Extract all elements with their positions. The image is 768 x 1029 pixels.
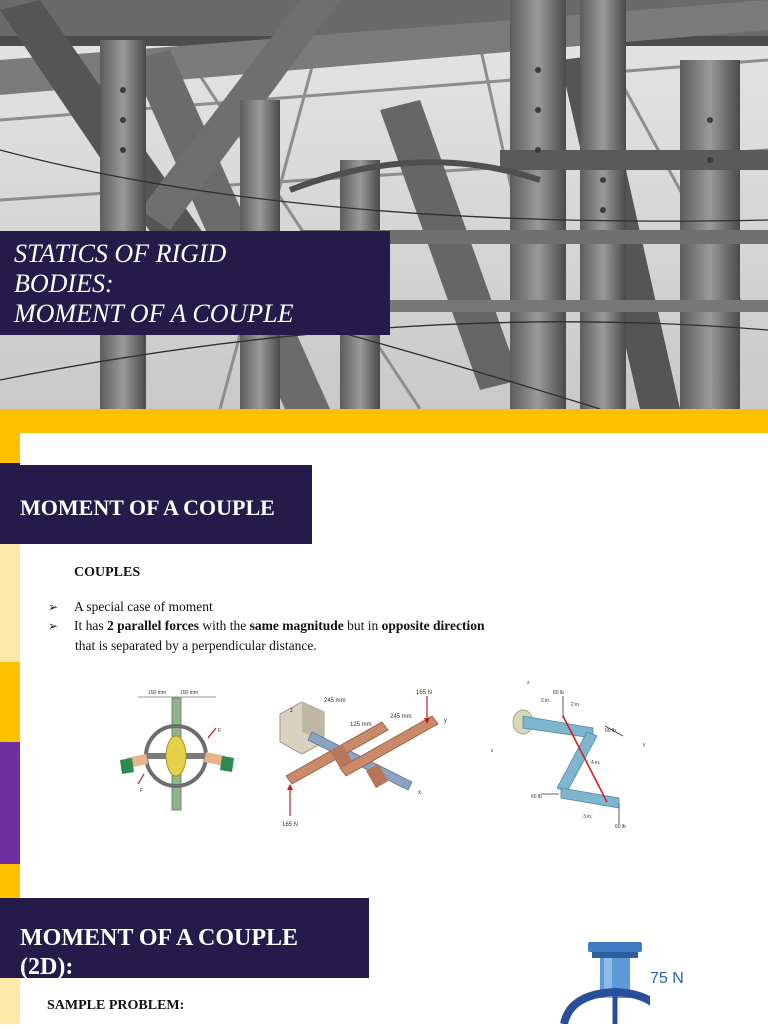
section-subtitle: SAMPLE PROBLEM: xyxy=(47,998,185,1013)
slide-header: MOMENT OF A COUPLE xyxy=(0,465,312,544)
svg-text:60 lb: 60 lb xyxy=(615,824,626,830)
svg-text:z: z xyxy=(527,680,530,686)
svg-text:245 mm: 245 mm xyxy=(324,698,346,704)
svg-text:y: y xyxy=(444,718,447,724)
cover-title xyxy=(0,231,390,335)
figure-wrench-couple xyxy=(118,680,236,812)
svg-text:z: z xyxy=(290,708,293,714)
slide-header xyxy=(0,898,369,978)
svg-text:2 in.: 2 in. xyxy=(541,698,551,704)
sidebar-bar xyxy=(0,662,20,742)
force-label: 75 N xyxy=(650,970,684,987)
sidebar-bar xyxy=(0,544,20,662)
sidebar-bar xyxy=(0,864,20,898)
figure-pipe-couple xyxy=(483,676,649,832)
bullet-item: ➢ It has 2 parallel forces with the same magnitude but in opposite direction xyxy=(48,618,485,633)
svg-text:150 mm: 150 mm xyxy=(148,690,167,696)
cover-title-line-2: BODIES: xyxy=(14,269,114,298)
sidebar-bar xyxy=(0,742,20,864)
bullet-item: ➢ A special case of moment xyxy=(48,599,213,614)
svg-text:245 mm: 245 mm xyxy=(390,714,412,720)
section-subtitle: COUPLES xyxy=(74,565,141,580)
svg-text:x: x xyxy=(491,748,494,754)
slide-header-line-1: MOMENT OF A COUPLE xyxy=(20,925,299,951)
svg-text:150 mm: 150 mm xyxy=(180,690,199,696)
svg-text:4 in.: 4 in. xyxy=(591,760,601,766)
svg-text:165 N: 165 N xyxy=(416,690,433,696)
slide-header-line-2: (2D): xyxy=(20,954,74,978)
svg-text:3 in.: 3 in. xyxy=(583,814,593,820)
svg-text:165 N: 165 N xyxy=(282,822,299,828)
sidebar-bar xyxy=(0,433,20,463)
sidebar-bar xyxy=(0,978,20,1024)
svg-text:x: x xyxy=(418,790,421,796)
figure-valve-wheel xyxy=(560,938,650,1024)
bullet-arrow-icon: ➢ xyxy=(48,619,59,633)
hero-photo xyxy=(0,0,768,409)
figure-shaft-couple xyxy=(272,686,450,832)
svg-text:60 lb: 60 lb xyxy=(605,728,616,734)
bullet-continuation: that is separated by a perpendicular distance. xyxy=(75,638,317,653)
svg-text:60 lb: 60 lb xyxy=(531,794,542,800)
svg-text:y: y xyxy=(643,742,646,748)
cover-title-line-1: STATICS OF RIGID xyxy=(14,239,227,268)
svg-text:F: F xyxy=(218,728,222,734)
svg-text:2 in.: 2 in. xyxy=(571,702,581,708)
svg-text:60 lb: 60 lb xyxy=(553,690,564,696)
cover-title-line-3: MOMENT OF A COUPLE xyxy=(14,299,294,328)
yellow-divider-band xyxy=(0,409,768,433)
svg-text:125 mm: 125 mm xyxy=(350,722,372,728)
steel-truss-illustration xyxy=(0,0,768,409)
svg-text:F: F xyxy=(140,788,144,794)
bullet-arrow-icon: ➢ xyxy=(48,600,59,614)
